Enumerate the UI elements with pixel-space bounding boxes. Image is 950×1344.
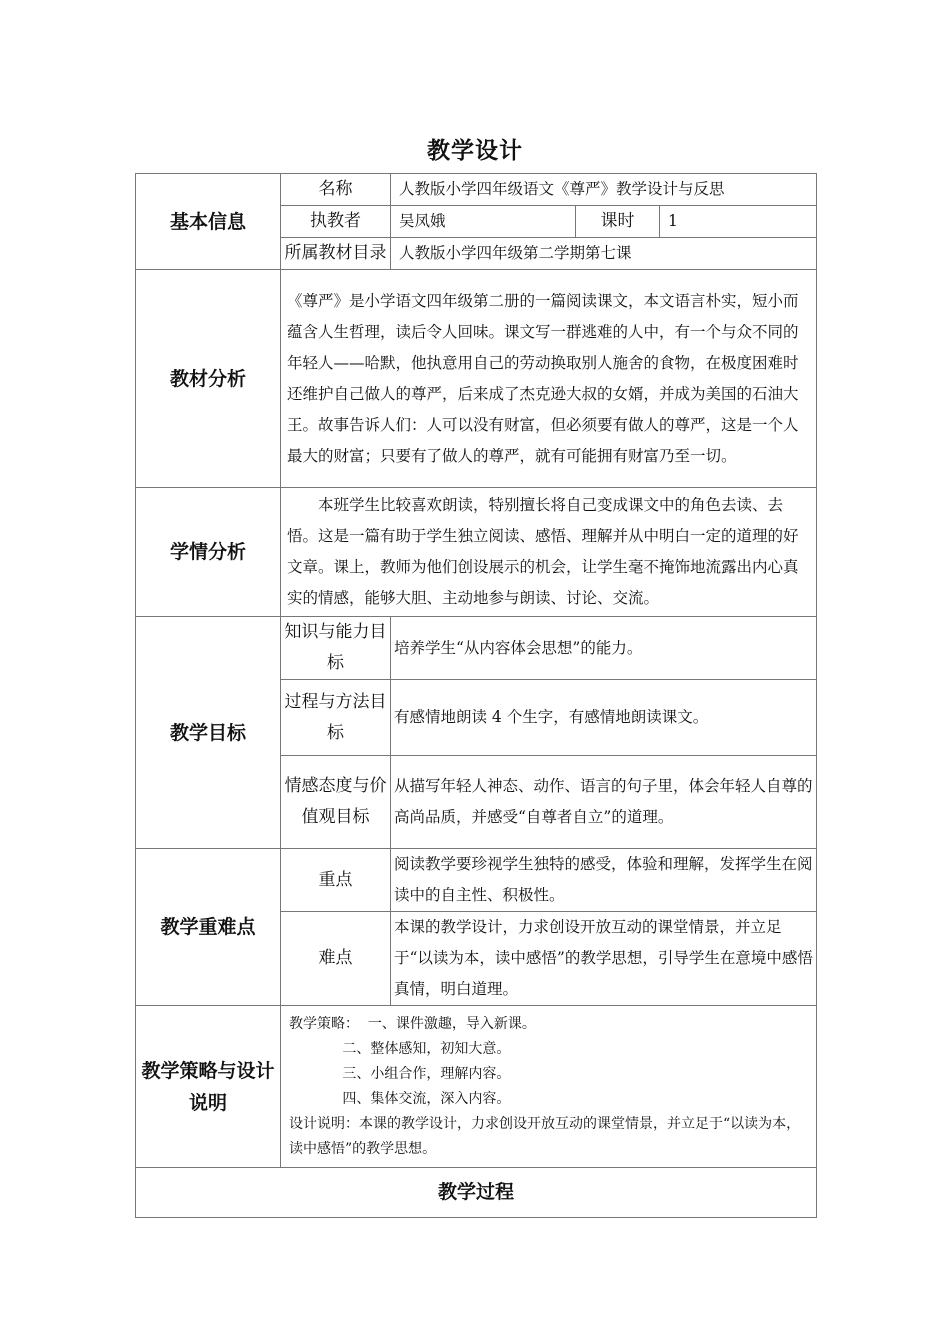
name-value: 人教版小学四年级语文《尊严》教学设计与反思 — [391, 174, 817, 206]
difficulty-label: 难点 — [281, 912, 391, 1006]
key-points-heading: 教学重难点 — [136, 849, 281, 1006]
name-label: 名称 — [281, 174, 391, 206]
student-analysis-text: 本班学生比较喜欢朗读，特别擅长将自己变成课文中的角色去读、去悟。这是一篇有助于学生独立阅读、感悟、理解并从中明白一定的道理的好文章。课上，教师为他们创设展示的机会，让学生毫不掩饰地流露出内心真实的情感，能够大胆、主动地参与朗读、讨论、交流。 — [281, 488, 817, 617]
basic-info-heading: 基本信息 — [136, 174, 281, 270]
objective-label: 过程与方法目标 — [281, 680, 391, 756]
period-value: 1 — [660, 206, 817, 238]
teacher-label: 执教者 — [281, 206, 391, 238]
strategy-heading: 教学策略与设计说明 — [136, 1006, 281, 1168]
difficulty-text: 本课的教学设计，力求创设开放互动的课堂情景，并立足于“以读为本，读中感悟”的教学思想，引导学生在意境中感悟真情，明白道理。 — [391, 912, 817, 1006]
strategy-line: 二、整体感知，初知大意。 — [289, 1040, 511, 1057]
strategy-line: 四、集体交流，深入内容。 — [289, 1090, 511, 1107]
objective-text: 从描写年轻人神态、动作、语言的句子里，体会年轻人自尊的高尚品质，并感受“自尊者自立”的道理。 — [391, 756, 817, 849]
objective-text: 培养学生“从内容体会思想”的能力。 — [391, 617, 817, 680]
catalog-label: 所属教材目录 — [281, 238, 391, 270]
objective-text: 有感情地朗读 4 个生字，有感情地朗读课文。 — [391, 680, 817, 756]
strategy-line: 教学策略： 一、课件激趣，导入新课。 — [289, 1015, 536, 1032]
catalog-value: 人教版小学四年级第二学期第七课 — [391, 238, 817, 270]
objective-label: 知识与能力目标 — [281, 617, 391, 680]
material-analysis-heading: 教材分析 — [136, 270, 281, 488]
objectives-heading: 教学目标 — [136, 617, 281, 849]
lesson-plan-table — [135, 173, 817, 1218]
key-point-text: 阅读教学要珍视学生独特的感受，体验和理解，发挥学生在阅读中的自主性、积极性。 — [391, 849, 817, 912]
strategy-line: 三、小组合作，理解内容。 — [289, 1065, 511, 1082]
objective-label: 情感态度与价值观目标 — [281, 756, 391, 849]
student-analysis-heading: 学情分析 — [136, 488, 281, 617]
strategy-content — [281, 1006, 817, 1168]
teaching-process-heading: 教学过程 — [136, 1168, 817, 1218]
material-analysis-text: 《尊严》是小学语文四年级第二册的一篇阅读课文，本文语言朴实，短小而蕴含人生哲理，读后令人回味。课文写一群逃难的人中，有一个与众不同的年轻人——哈默，他执意用自己的劳动换取别人施舍的食物，在极度困难时还维护自己做人的尊严，后来成了杰克逊大叔的女婿，并成为美国的石油大王。故事告诉人们：人可以没有财富，但必须要有做人的尊严，这是一个人最大的财富；只要有了做人的尊严，就有可能拥有财富乃至一切。 — [281, 270, 817, 488]
document-title: 教学设计 — [427, 138, 523, 164]
teacher-value: 吴凤娥 — [391, 206, 576, 238]
key-point-label: 重点 — [281, 849, 391, 912]
design-note: 设计说明：本课的教学设计，力求创设开放互动的课堂情景，并立足于“以读为本，读中感悟”的教学思想。 — [289, 1115, 801, 1157]
period-label: 课时 — [576, 206, 660, 238]
